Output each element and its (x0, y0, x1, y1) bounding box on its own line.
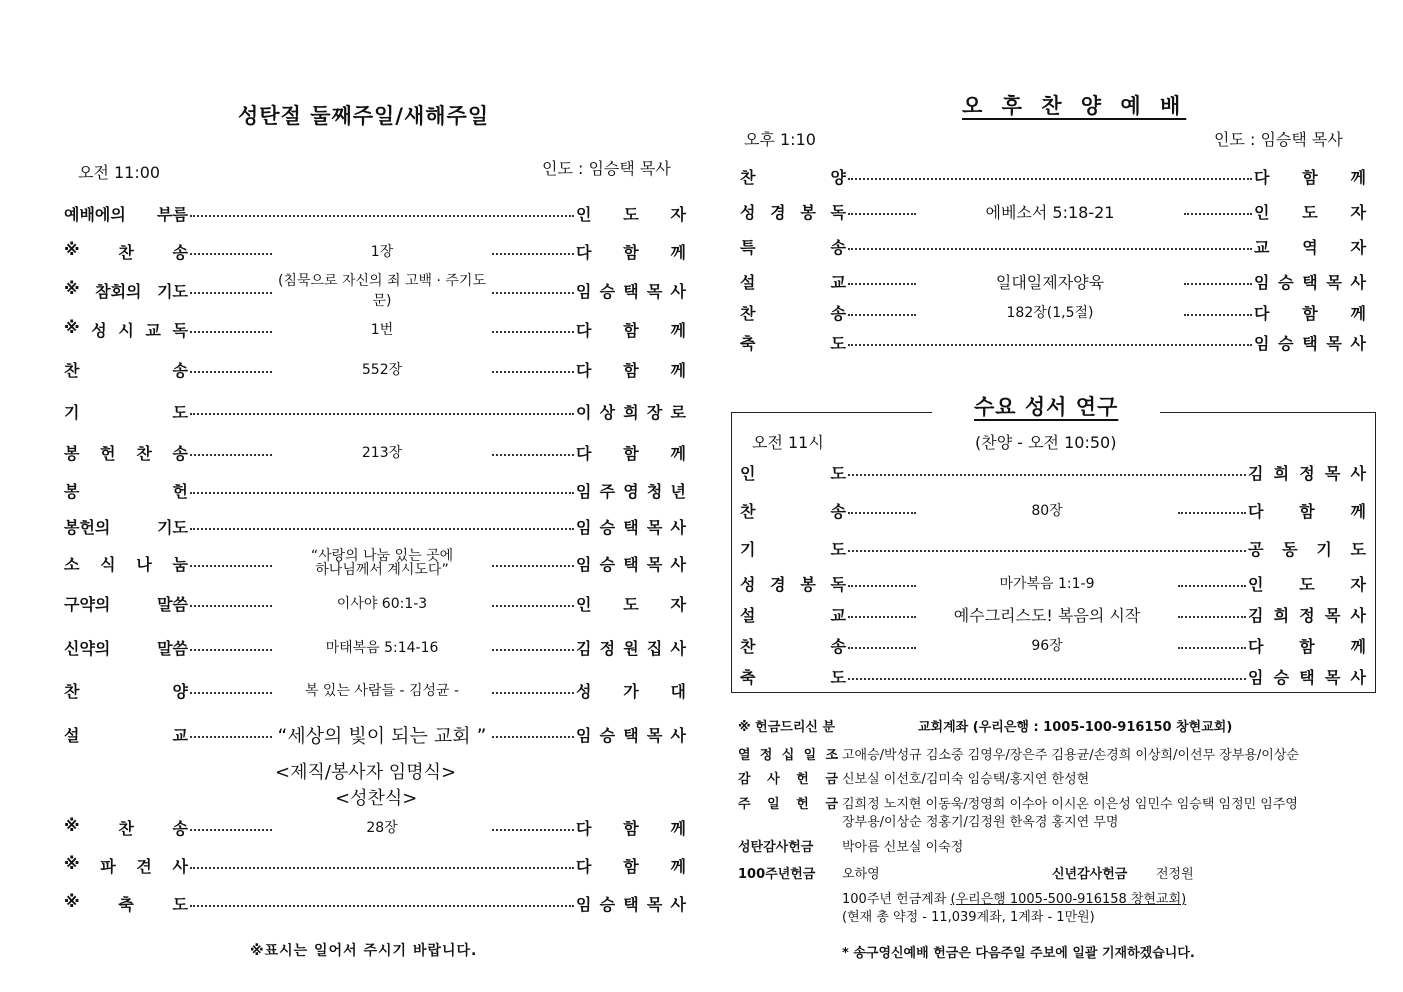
left-item-row-2 (64, 273, 686, 309)
dot-leader (848, 474, 1246, 476)
left-item-presenter: 인 도 자 (576, 204, 686, 224)
wed-item-row-6 (740, 663, 1366, 689)
dot-leader (492, 331, 574, 333)
dot-leader (492, 371, 574, 373)
left-item-label: 구약의 말씀 (64, 594, 188, 614)
aft-item-row-3 (740, 268, 1366, 294)
left-item-label: ※ 참회의 기도 (64, 278, 188, 301)
dot-leader (190, 736, 272, 738)
dot-leader (848, 248, 1252, 250)
dot-leader (190, 413, 574, 415)
dot-leader (492, 292, 574, 294)
offering-names: 장부용/이상순 정홍기/김정원 한옥경 홍지연 무명 (842, 815, 1119, 830)
left-item-row-6 (64, 439, 686, 465)
offering-heading: ※ 헌금드리신 분 (738, 720, 836, 735)
left-item2-row-2 (64, 890, 686, 916)
church-account: 교회계좌 (우리은행 : 1005-100-916150 창현교회) (918, 720, 1233, 735)
left-item-detail: 복 있는 사람들 - 김성균 - (304, 683, 460, 699)
dot-leader (492, 454, 574, 456)
left-item2-presenter: 임 승 택 목 사 (576, 894, 686, 914)
service-title: 성탄절 둘째주일/새해주일 (238, 104, 490, 128)
aft-item-detail: 182장(1,5절) (1006, 305, 1094, 321)
aft-item-presenter: 임 승 택 목 사 (1254, 272, 1366, 292)
aft-item-row-4 (740, 299, 1366, 325)
afternoon-leader: 인도 : 임승택 목사 (1214, 130, 1343, 149)
left-item-detail: “세상의 빛이 되는 교회 ” (277, 724, 487, 747)
left-item-label: 봉 헌 찬 송 (64, 443, 188, 463)
centennial-account-line (842, 888, 1186, 907)
left-item-row-9 (64, 550, 686, 576)
standing-note: ※표시는 일어서 주시기 바랍니다. (250, 943, 478, 959)
aft-item-presenter: 임 승 택 목 사 (1254, 333, 1366, 353)
left-item-detail: 552장 (361, 362, 403, 378)
wed-item-presenter: 임 승 택 목 사 (1248, 667, 1366, 687)
left-item-presenter: 다 함 께 (576, 443, 686, 463)
left-item-presenter: 임 주 영 청 년 (576, 481, 686, 501)
dot-leader (848, 616, 916, 618)
left-item2-label: ※ 찬 송 (64, 815, 188, 838)
dot-leader (1178, 585, 1246, 587)
dot-leader (848, 512, 916, 514)
dot-leader (190, 528, 574, 530)
offering-names: 김희정 노지현 이동욱/정영희 이수아 이시온 이은성 임민수 임승택 임정민 임주영 (842, 797, 1298, 812)
left-item-presenter: 임 승 택 목 사 (576, 554, 686, 574)
aft-item-label: 설 교 (740, 272, 846, 292)
left-item-label: 소 식 나 눔 (64, 554, 188, 574)
dot-leader (848, 550, 1246, 552)
left-item-label: ※ 찬 송 (64, 239, 188, 262)
wed-item-presenter: 인 도 자 (1248, 574, 1366, 594)
dot-leader (190, 253, 272, 255)
wed-item-label: 찬 송 (740, 636, 846, 656)
dot-leader (848, 585, 916, 587)
dot-leader (848, 647, 916, 649)
wed-item-row-3 (740, 570, 1366, 596)
dot-leader (190, 215, 574, 217)
left-item-label: 신약의 말씀 (64, 638, 188, 658)
offering-names: 신보실 이선호/김미숙 임승택/홍지연 한성현 (842, 772, 1090, 787)
dot-leader (492, 565, 574, 567)
left-item-label: 찬 송 (64, 360, 188, 380)
left-item2-detail: 28장 (366, 820, 398, 836)
left-item-detail: 마태복음 5:14-16 (325, 640, 439, 656)
dot-leader (190, 829, 272, 831)
offering-type-label: 감 사 헌 금 (738, 772, 838, 787)
dot-leader (1178, 512, 1246, 514)
dot-leader (848, 344, 1252, 346)
dot-leader (848, 213, 916, 215)
wed-item-detail: 마가복음 1:1-9 (999, 576, 1095, 592)
aft-item-label: 성 경 봉 독 (740, 202, 846, 222)
dot-leader (492, 253, 574, 255)
offering-type-label: 열 정 십 일 조 (738, 748, 838, 763)
left-item-row-8 (64, 513, 686, 539)
appointment-ceremony: <제직/봉사자 임명식> (275, 762, 457, 783)
dot-leader (492, 649, 574, 651)
dot-leader (848, 678, 1246, 680)
dot-leader (190, 292, 272, 294)
left-item-presenter: 임 승 택 목 사 (576, 517, 686, 537)
dot-leader (848, 314, 916, 316)
dot-leader (492, 829, 574, 831)
dot-leader (190, 867, 574, 869)
left-item-detail: (침묵으로 자신의 죄 고백 · 주기도문) (278, 273, 486, 309)
aft-item-label: 찬 송 (740, 303, 846, 323)
left-item-presenter: 다 함 께 (576, 360, 686, 380)
wed-item-label: 찬 송 (740, 501, 846, 521)
afternoon-title: 오 후 찬 양 예 배 (962, 94, 1187, 118)
wed-item-presenter: 김 희 정 목 사 (1248, 463, 1366, 483)
left-item-label: 설 교 (64, 725, 188, 745)
dot-leader (1178, 647, 1246, 649)
wednesday-time: 오전 11시 (752, 433, 824, 452)
left-item-row-4 (64, 356, 686, 382)
aft-item-row-5 (740, 329, 1366, 355)
service-leader: 인도 : 임승택 목사 (542, 159, 671, 178)
left-item-row-12 (64, 677, 686, 703)
dot-leader (190, 371, 272, 373)
afternoon-time: 오후 1:10 (744, 130, 816, 149)
dot-leader (1178, 616, 1246, 618)
wed-item-row-1 (740, 497, 1366, 523)
left-item-row-13 (64, 721, 686, 747)
left-item-detail: “사랑의 나눔 있는 곳에 하나님께서 계시도다” (310, 548, 454, 578)
aft-item-row-0 (740, 163, 1366, 189)
left-item-row-1 (64, 238, 686, 264)
left-item-row-3 (64, 316, 686, 342)
dot-leader (848, 283, 916, 285)
wednesday-title: 수요 성서 연구 (932, 391, 1160, 421)
wed-item-presenter: 다 함 께 (1248, 636, 1366, 656)
left-item-presenter: 성 가 대 (576, 681, 686, 701)
left-item-presenter: 이 상 희 장 로 (576, 402, 686, 422)
dot-leader (492, 692, 574, 694)
wed-item-presenter: 김 희 정 목 사 (1248, 605, 1366, 625)
left-item-label: ※ 성 시 교 독 (64, 317, 188, 340)
offering-names: 박아름 신보실 이숙정 (842, 840, 964, 855)
offering-type-label: 성탄감사헌금 (738, 840, 814, 855)
wed-item-label: 축 도 (740, 667, 846, 687)
dot-leader (190, 492, 574, 494)
dot-leader (190, 692, 272, 694)
aft-item-presenter: 인 도 자 (1254, 202, 1366, 222)
left-item-row-10 (64, 590, 686, 616)
left-item-presenter: 다 함 께 (576, 242, 686, 262)
left-item-row-11 (64, 634, 686, 660)
left-item-detail: 1장 (370, 244, 394, 260)
dot-leader (190, 331, 272, 333)
offering-names: 고애승/박성규 김소중 김영우/장은주 김용균/손경희 이상희/이선무 장부용/이상순 (842, 748, 1299, 763)
left-item2-row-1 (64, 852, 686, 878)
dot-leader (190, 905, 574, 907)
left-item-presenter: 임 승 택 목 사 (576, 725, 686, 745)
wed-item-row-2 (740, 535, 1366, 561)
dot-leader (1184, 213, 1252, 215)
left-item2-presenter: 다 함 께 (576, 856, 686, 876)
dot-leader (492, 736, 574, 738)
left-item-label: 기 도 (64, 402, 188, 422)
newyear-names: 전정원 (1156, 867, 1194, 882)
centennial-names: 오하영 (842, 867, 880, 882)
aft-item-label: 찬 양 (740, 167, 846, 187)
communion-ceremony: <성찬식> (335, 788, 418, 809)
aft-item-detail: 일대일제자양육 (995, 272, 1105, 292)
dot-leader (1184, 314, 1252, 316)
newyear-label: 신년감사헌금 (1052, 867, 1128, 882)
wed-item-row-0 (740, 459, 1366, 485)
left-item-detail: 213장 (361, 445, 403, 461)
left-item-label: 봉 헌 (64, 481, 188, 501)
left-item-row-5 (64, 398, 686, 424)
wed-item-presenter: 공 동 기 도 (1248, 539, 1366, 559)
dot-leader (492, 605, 574, 607)
dot-leader (190, 649, 272, 651)
wed-item-presenter: 다 함 께 (1248, 501, 1366, 521)
left-item-detail: 1번 (370, 322, 394, 338)
dot-leader (190, 454, 272, 456)
left-item-detail: 이사야 60:1-3 (336, 596, 428, 612)
centennial-account: (우리은행 1005-500-916158 창현교회) (950, 892, 1187, 907)
left-item2-label: ※ 축 도 (64, 891, 188, 914)
left-item-label: 봉헌의 기도 (64, 517, 188, 537)
left-item-presenter: 다 함 께 (576, 320, 686, 340)
service-time: 오전 11:00 (78, 163, 161, 182)
aft-item-row-1 (740, 198, 1366, 224)
aft-item-presenter: 다 함 께 (1254, 167, 1366, 187)
centennial-account-prefix: 100주년 헌금계좌 (842, 892, 951, 907)
centennial-label: 100주년헌금 (738, 867, 816, 882)
wed-item-row-4 (740, 601, 1366, 627)
aft-item-row-2 (740, 233, 1366, 259)
dot-leader (1184, 283, 1252, 285)
left-item2-label: ※ 파 견 사 (64, 853, 188, 876)
left-item-presenter: 김 정 원 집 사 (576, 638, 686, 658)
left-item2-presenter: 다 함 께 (576, 818, 686, 838)
offering-footnote: * 송구영신예배 헌금은 다음주일 주보에 일괄 기재하겠습니다. (842, 946, 1195, 961)
wed-item-row-5 (740, 632, 1366, 658)
wed-item-detail: 80장 (1031, 503, 1063, 519)
aft-item-presenter: 교 역 자 (1254, 237, 1366, 257)
centennial-status: (현재 총 약정 - 11,039계좌, 1계좌 - 1만원) (842, 910, 1095, 925)
aft-item-detail: 에베소서 5:18-21 (985, 202, 1115, 222)
wed-item-label: 성 경 봉 독 (740, 574, 846, 594)
left-item-label: 찬 양 (64, 681, 188, 701)
left-item-row-7 (64, 477, 686, 503)
wed-item-detail: 예수그리스도! 복음의 시작 (953, 605, 1141, 625)
aft-item-label: 특 송 (740, 237, 846, 257)
left-item-row-0 (64, 200, 686, 226)
wed-item-label: 인 도 (740, 463, 846, 483)
left-item2-row-0 (64, 814, 686, 840)
wed-item-label: 설 교 (740, 605, 846, 625)
left-item-presenter: 임 승 택 목 사 (576, 281, 686, 301)
wed-item-detail: 96장 (1031, 638, 1063, 654)
dot-leader (848, 178, 1252, 180)
dot-leader (190, 605, 272, 607)
aft-item-presenter: 다 함 께 (1254, 303, 1366, 323)
offering-type-label: 주 일 헌 금 (738, 797, 838, 812)
left-item-presenter: 인 도 자 (576, 594, 686, 614)
dot-leader (190, 565, 272, 567)
aft-item-label: 축 도 (740, 333, 846, 353)
wed-item-label: 기 도 (740, 539, 846, 559)
left-item-label: 예배에의 부름 (64, 204, 188, 224)
wednesday-praise-time: (찬양 - 오전 10:50) (975, 433, 1117, 452)
